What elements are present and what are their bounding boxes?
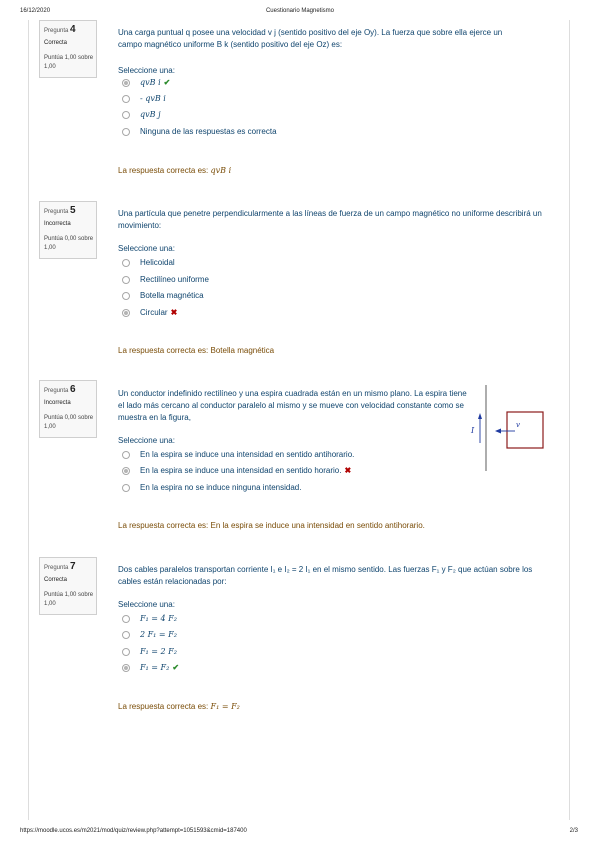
answer-option[interactable]: En la espira se induce una intensidad en sentido horario. ✖	[122, 466, 351, 475]
radio-button[interactable]	[122, 276, 130, 284]
question-grade: Puntúa 1,00 sobre 1,00	[44, 55, 94, 70]
question-info-4	[39, 20, 97, 78]
page-border-left	[28, 20, 29, 820]
question-number: 5	[70, 205, 76, 216]
question-status: Incorrecta	[44, 221, 71, 227]
radio-button[interactable]	[122, 259, 130, 267]
radio-button[interactable]	[122, 111, 130, 119]
radio-button[interactable]	[122, 79, 130, 87]
answer-option[interactable]: F₁ = 4 F₂	[122, 614, 177, 623]
answer-option[interactable]: Circular ✖	[122, 308, 177, 317]
cross-icon: ✖	[170, 308, 178, 317]
answer-option[interactable]: Rectilíneo uniforme	[122, 275, 209, 284]
check-icon: ✔	[163, 78, 171, 87]
print-date: 16/12/2020	[20, 8, 51, 14]
question-grade: Puntúa 0,00 sobre 1,00	[44, 236, 94, 251]
answer-option[interactable]: F₁ = F₂ ✔	[122, 663, 179, 672]
document-title: Cuestionario Magnetismo	[265, 8, 335, 14]
answer-option[interactable]: En la espira no se induce ninguna intensidad.	[122, 483, 301, 492]
question-status: Incorrecta	[44, 400, 71, 406]
cross-icon: ✖	[344, 466, 352, 475]
answer-option[interactable]: Ninguna de las respuestas es correcta	[122, 127, 277, 136]
radio-button[interactable]	[122, 615, 130, 623]
square-loop	[507, 412, 543, 448]
answer-option[interactable]: En la espira se induce una intensidad en sentido antihorario.	[122, 450, 354, 459]
correct-answer-feedback: La respuesta correcta es: Botella magnética	[118, 346, 275, 355]
answer-option[interactable]: F₁ = 2 F₂	[122, 647, 177, 656]
question-text-7: Dos cables paralelos transportan corriente I₁ e I₂ = 2 I₁ en el mismo sentido. Las fuerzas F₁ y F₂ que actúan sobre los cables están relacionadas por:	[118, 565, 533, 586]
question-text-4: Una carga puntual q posee una velocidad v j (sentido positivo del eje Oy). La fuerza que sobre ella ejerce un campo magnético uniforme B k (sentido positivo del eje Oz) es:	[118, 28, 503, 49]
radio-button[interactable]	[122, 95, 130, 103]
select-label: Seleccione una:	[118, 436, 175, 445]
radio-button[interactable]	[122, 451, 130, 459]
radio-button[interactable]	[122, 309, 130, 317]
correct-answer-feedback: La respuesta correcta es: F₁ = F₂	[118, 702, 240, 711]
question-word: Pregunta	[44, 565, 69, 571]
question-status: Correcta	[44, 577, 68, 583]
velocity-label: v	[516, 421, 520, 429]
question-number: 7	[70, 561, 76, 572]
select-label: Seleccione una:	[118, 244, 175, 253]
question-info-5	[39, 201, 97, 259]
answer-option[interactable]: - qvB i	[122, 94, 166, 103]
question-word: Pregunta	[44, 388, 69, 394]
radio-button[interactable]	[122, 648, 130, 656]
answer-option[interactable]: Botella magnética	[122, 291, 204, 300]
question-word: Pregunta	[44, 209, 69, 215]
answer-option[interactable]: qvB i ✔	[122, 78, 170, 87]
radio-button[interactable]	[122, 484, 130, 492]
question-text-5: Una partícula que penetre perpendicularmente a las líneas de fuerza de un campo magnético no uniforme describirá un movimiento:	[118, 209, 542, 230]
radio-button[interactable]	[122, 664, 130, 672]
question-text-6: Un conductor indefinido rectilíneo y una espira cuadrada están en un mismo plano. La espira tiene el lado más cercano al conductor paralelo al mismo y se mueve con velocidad constante como se muestra en la figura,	[118, 389, 467, 422]
page-url[interactable]: https://moodle.ucos.es/m2021/mod/quiz/review.php?attempt=1051593&cmid=187400	[20, 828, 247, 834]
select-label: Seleccione una:	[118, 66, 175, 75]
question-word: Pregunta	[44, 28, 69, 34]
question-number: 6	[70, 384, 76, 395]
question-info-7	[39, 557, 97, 615]
current-label: I	[471, 426, 475, 435]
page-number: 2/3	[569, 828, 578, 834]
answer-option[interactable]: 2 F₁ = F₂	[122, 630, 177, 639]
radio-button[interactable]	[122, 292, 130, 300]
page-border-right	[569, 20, 570, 820]
radio-button[interactable]	[122, 128, 130, 136]
correct-answer-feedback: La respuesta correcta es: En la espira se induce una intensidad en sentido antihorario.	[118, 521, 425, 530]
question-status: Correcta	[44, 40, 68, 46]
answer-option[interactable]: qvB j	[122, 110, 161, 119]
velocity-arrow-head	[495, 429, 501, 434]
correct-answer-feedback: La respuesta correcta es: qvB i	[118, 166, 232, 175]
radio-button[interactable]	[122, 631, 130, 639]
answer-option[interactable]: Helicoidal	[122, 258, 175, 267]
question-number: 4	[70, 24, 76, 35]
conductor-loop-figure	[470, 385, 550, 475]
question-info-6	[39, 380, 97, 438]
radio-button[interactable]	[122, 467, 130, 475]
question-grade: Puntúa 1,00 sobre 1,00	[44, 592, 94, 607]
select-label: Seleccione una:	[118, 600, 175, 609]
question-grade: Puntúa 0,00 sobre 1,00	[44, 415, 94, 430]
current-arrow-head	[478, 413, 482, 419]
check-icon: ✔	[172, 663, 180, 672]
